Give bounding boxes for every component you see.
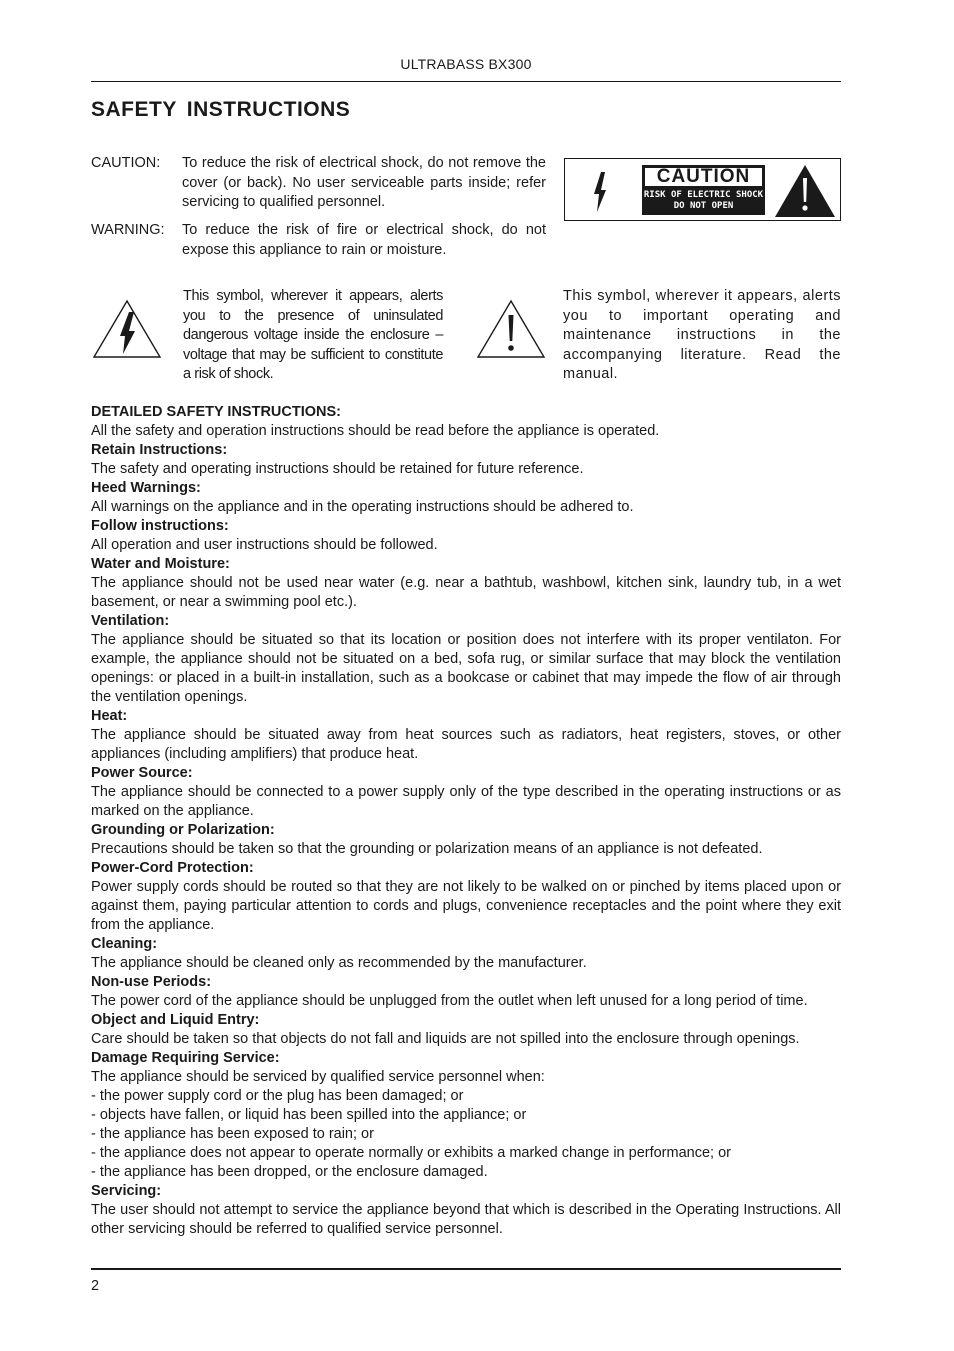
section-title: Water and Moisture: (91, 556, 230, 572)
warning-notice-label: WARNING: (91, 222, 165, 238)
section-title: Heed Warnings: (91, 480, 201, 496)
section-body: All operation and user instructions should be followed. (91, 537, 438, 553)
exclamation-triangle-icon (774, 164, 836, 218)
section-title: Heat: (91, 708, 128, 724)
section-body: The appliance should not be used near water (e.g. near a bathtub, washbowl, kitchen sink, laundry tub, in a wet basement, or near a swimming pool etc.). (91, 575, 841, 610)
warning-notice-text: To reduce the risk of fire or electrical shock, do not expose this appliance to rain or moisture. (182, 222, 546, 258)
section-body: Care should be taken so that objects do not fall and liquids are not spilled into the enclosure through openings. (91, 1031, 800, 1047)
caution-word: CAUTION (643, 166, 764, 188)
caution-notice (91, 154, 546, 213)
section-body: - the power supply cord or the plug has been damaged; or (91, 1088, 464, 1104)
section-body: The appliance should be cleaned only as recommended by the manufacturer. (91, 955, 587, 971)
caution-notice-label: CAUTION: (91, 155, 161, 171)
caution-label-graphic (564, 158, 841, 221)
section-body: - the appliance has been dropped, or the enclosure damaged. (91, 1164, 488, 1180)
section-body: - the appliance has been exposed to rain; or (91, 1126, 374, 1142)
section-title: Power-Cord Protection: (91, 860, 254, 876)
section-title: Grounding or Polarization: (91, 822, 275, 838)
section-title: Power Source: (91, 765, 193, 781)
section-body: The power cord of the appliance should be unplugged from the outlet when left unused for a long period of time. (91, 993, 808, 1009)
section-body: The appliance should be situated so that its location or position does not interfere with its proper ventilaton. For example, the appliance should not be situated on a bed, sofa rug, or similar surface that may block the ventilation openings: or placed in a built-in installation, such as a bookcase or cabinet that may impede the flow of air through the ventilation openings. (91, 632, 841, 705)
caution-panel (642, 165, 765, 215)
section-title: Non-use Periods: (91, 974, 212, 990)
section-title: Follow instructions: (91, 518, 229, 534)
warning-notice (91, 221, 546, 260)
section-title: Cleaning: (91, 936, 158, 952)
section-body: All warnings on the appliance and in the operating instructions should be adhered to. (91, 499, 634, 515)
exclamation-triangle-icon (476, 298, 546, 360)
caution-subtext (642, 190, 765, 212)
section-body: The safety and operating instructions should be retained for future reference. (91, 461, 584, 477)
detailed-heading: DETAILED SAFETY INSTRUCTIONS: (91, 404, 341, 420)
page-number: 2 (91, 1278, 100, 1294)
section-title: Servicing: (91, 1183, 162, 1199)
section-body: - the appliance does not appear to operate normally or exhibits a marked change in performance; or (91, 1145, 731, 1161)
page-title: SAFETY INSTRUCTIONS (91, 98, 351, 121)
section-title: Object and Liquid Entry: (91, 1012, 260, 1028)
detailed-intro: All the safety and operation instructions should be read before the appliance is operated. (91, 423, 660, 439)
detailed-safety-instructions (91, 403, 841, 1239)
section-title: Retain Instructions: (91, 442, 228, 458)
safety-sections (91, 441, 841, 1239)
lightning-bolt-triangle-icon (574, 164, 624, 216)
section-body: Precautions should be taken so that the grounding or polarization means of an appliance is not defeated. (91, 841, 763, 857)
section-body: Power supply cords should be routed so that they are not likely to be walked on or pinched by items placed upon or against them, paying particular attention to cords and plugs, convenience receptacles and the point where they exit from the appliance. (91, 879, 841, 933)
instructions-symbol-description: This symbol, wherever it appears, alerts you to important operating and maintenance instructions in the accompanying literature. Read the manual. (563, 288, 841, 382)
header-divider (91, 81, 841, 82)
caution-subtext-line-1: RISK OF ELECTRIC SHOCK (643, 190, 764, 200)
footer-divider (91, 1268, 841, 1270)
section-title: Damage Requiring Service: (91, 1050, 280, 1066)
section-title: Ventilation: (91, 613, 170, 629)
section-body: - objects have fallen, or liquid has been spilled into the appliance; or (91, 1107, 527, 1123)
running-header: ULTRABASS BX300 (400, 56, 532, 72)
section-body: The appliance should be situated away from heat sources such as radiators, heat registers, stoves, or other appliances (including amplifiers) that produce heat. (91, 727, 841, 762)
section-body: The appliance should be serviced by qualified service personnel when: (91, 1069, 545, 1085)
section-body: The appliance should be connected to a power supply only of the type described in the operating instructions or as marked on the appliance. (91, 784, 841, 819)
caution-notice-text: To reduce the risk of electrical shock, do not remove the cover (or back). No user serviceable parts inside; refer servicing to qualified personnel. (182, 155, 546, 210)
lightning-bolt-triangle-icon (92, 298, 162, 360)
caution-subtext-line-2: DO NOT OPEN (673, 201, 734, 211)
section-body: The user should not attempt to service the appliance beyond that which is described in the Operating Instructions. All other servicing should be referred to qualified service personnel. (91, 1202, 841, 1237)
voltage-symbol-description: This symbol, wherever it appears, alerts you to the presence of uninsulated dangerous voltage inside the enclosure – voltage that may be sufficient to constitute a risk of shock. (183, 288, 443, 382)
